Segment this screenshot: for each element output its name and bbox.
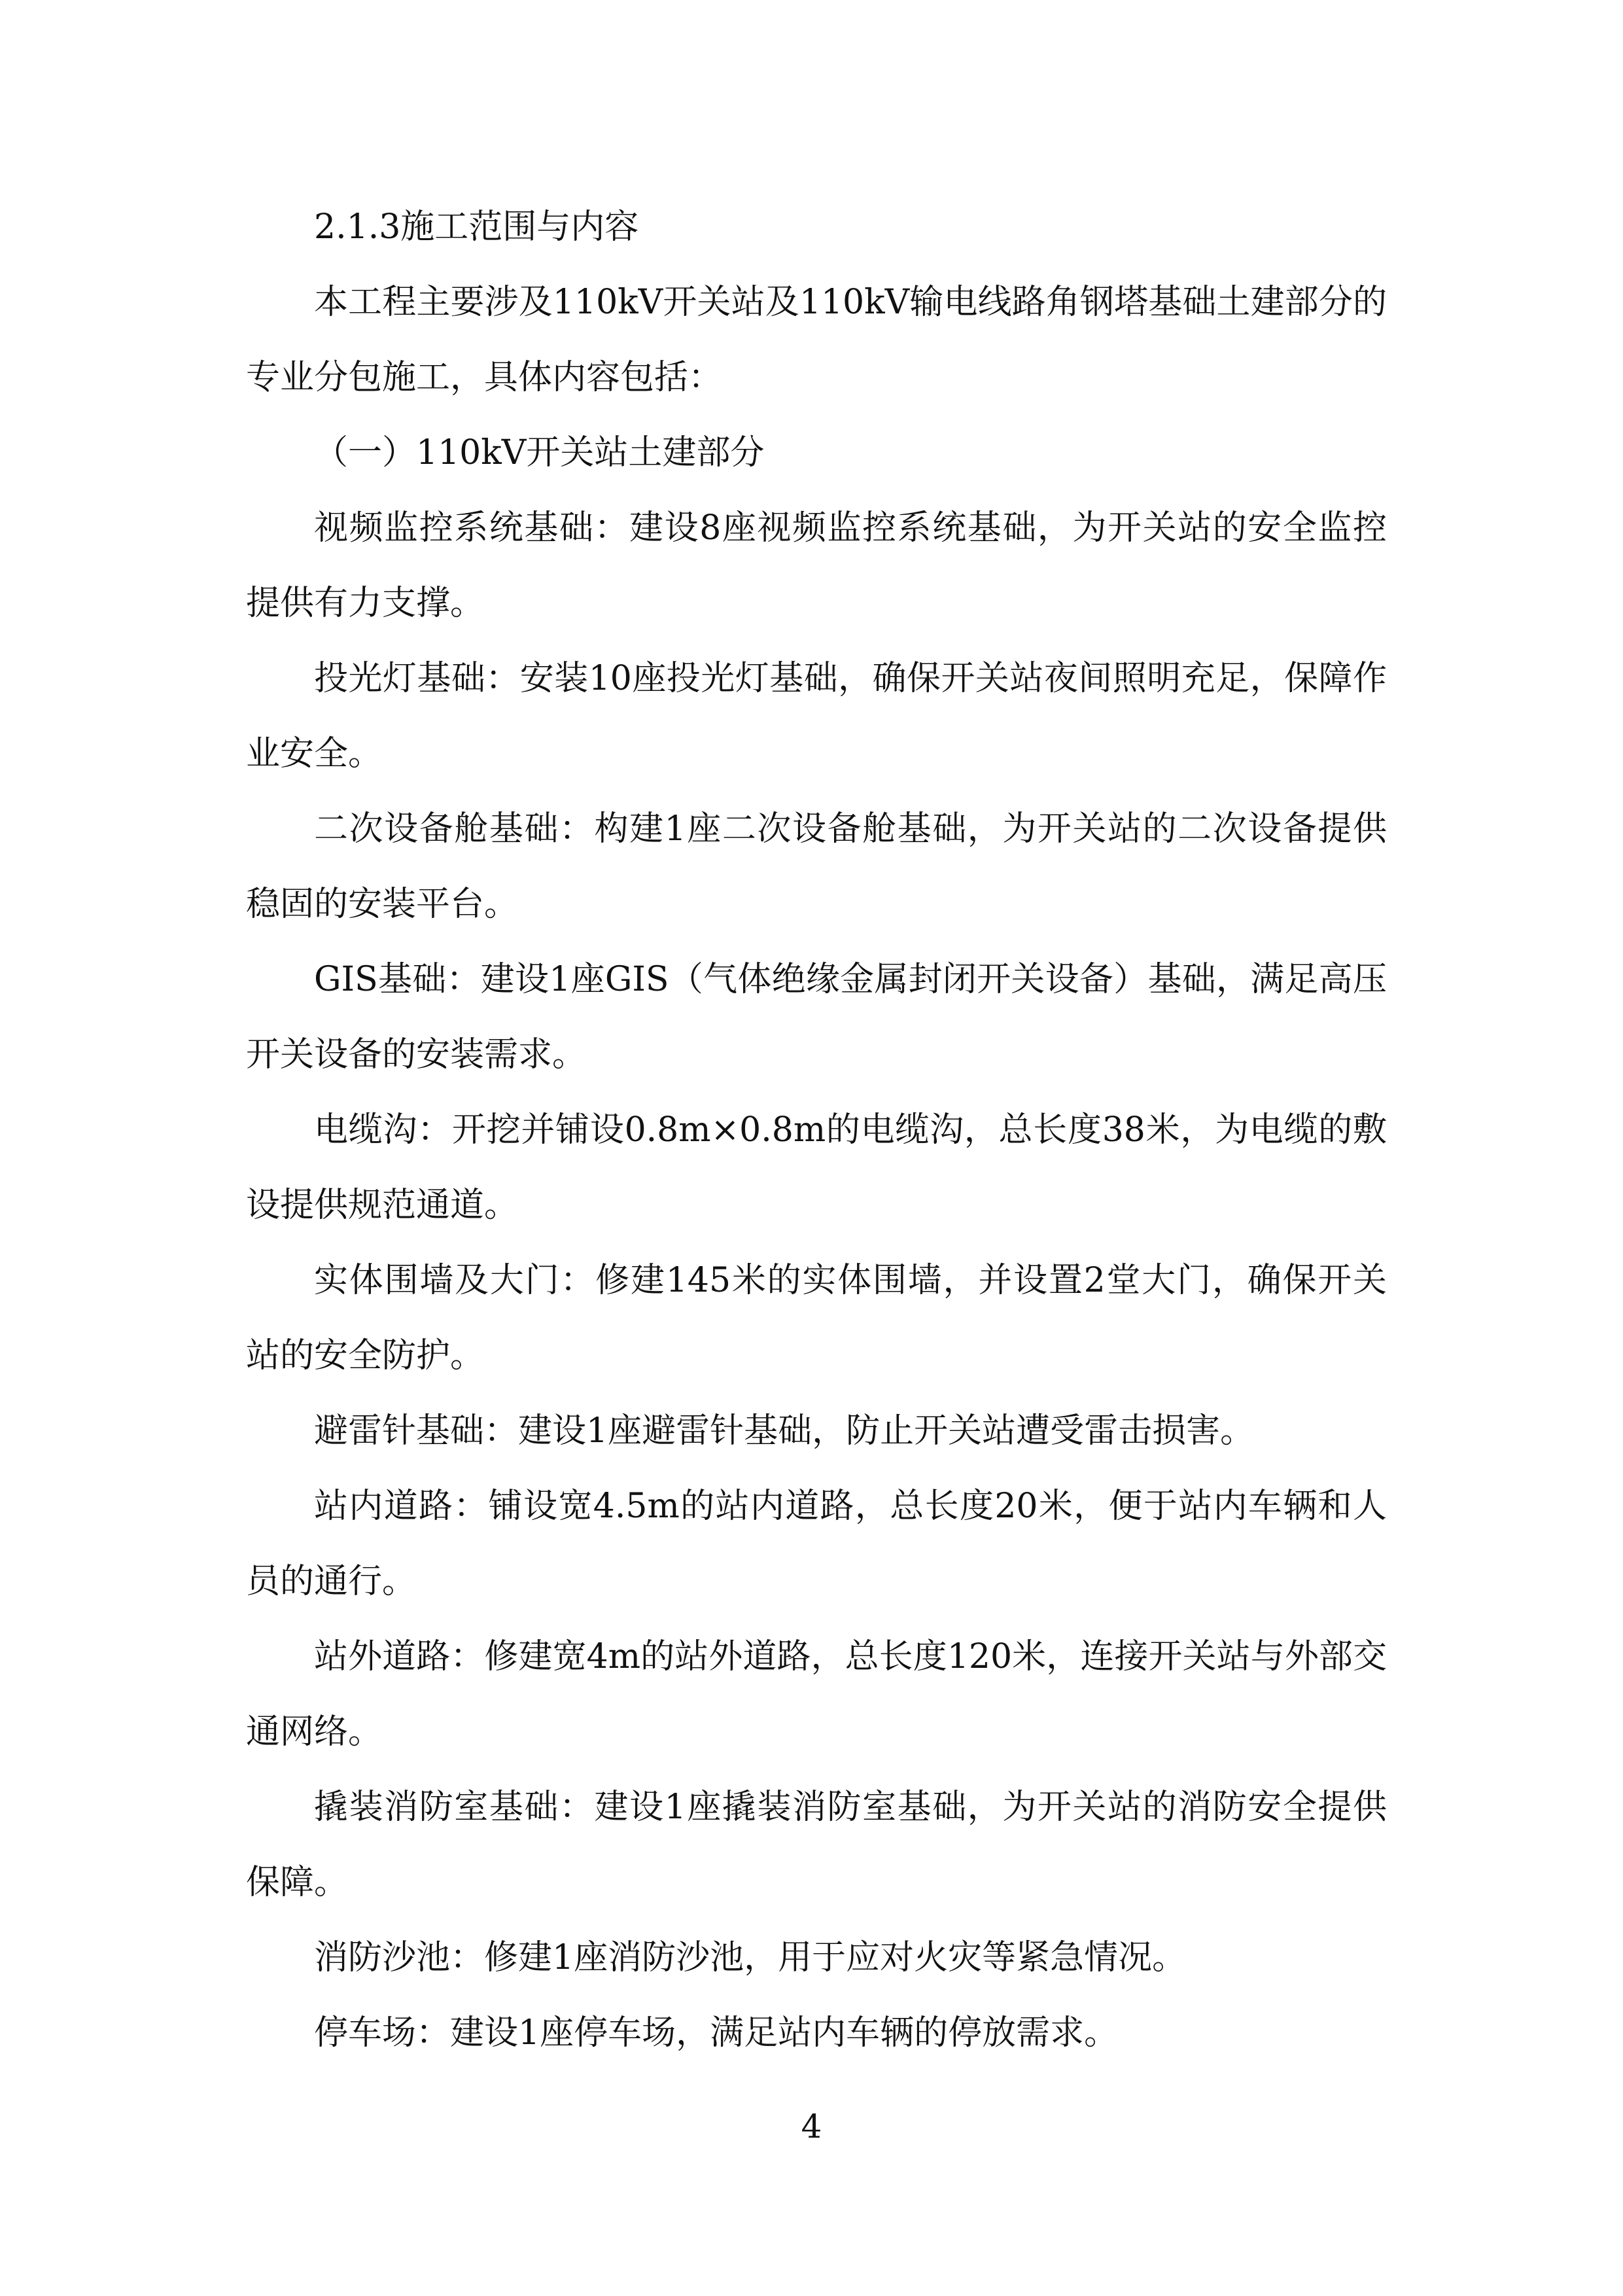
item-cable-trench: 电缆沟：开挖并铺设0.8m×0.8m的电缆沟，总长度38米，为电缆的敷设提供规范通道。 [246,1110,1387,1225]
section-heading: 2.1.3施工范围与内容 [314,207,639,247]
item-video-monitoring: 视频监控系统基础：建设8座视频监控系统基础，为开关站的安全监控提供有力支撑。 [246,508,1387,623]
page-number: 4 [801,2108,822,2146]
item-secondary-equipment: 二次设备舱基础：构建1座二次设备舱基础，为开关站的二次设备提供稳固的安装平台。 [246,809,1387,924]
item-fire-room: 撬装消防室基础：建设1座撬装消防室基础，为开关站的消防安全提供保障。 [246,1788,1387,1902]
item-wall-gate: 实体围墙及大门：修建145米的实体围墙，并设置2堂大门，确保开关站的安全防护。 [246,1261,1387,1375]
item-lightning-rod: 避雷针基础：建设1座避雷针基础，防止开关站遭受雷击损害。 [314,1411,1255,1451]
item-internal-road: 站内道路：铺设宽4.5m的站内道路，总长度20米，便于站内车辆和人员的通行。 [246,1487,1387,1601]
item-external-road: 站外道路：修建宽4m的站外道路，总长度120米，连接开关站与外部交通网络。 [246,1637,1387,1752]
page-body [246,190,1387,2071]
item-gis-foundation: GIS基础：建设1座GIS（气体绝缘金属封闭开关设备）基础，满足高压开关设备的安装需求。 [246,960,1387,1074]
item-parking: 停车场：建设1座停车场，满足站内车辆的停放需求。 [314,2013,1119,2053]
item-fire-sand-pool: 消防沙池：修建1座消防沙池，用于应对火灾等紧急情况。 [314,1938,1187,1977]
subsection-heading: （一）110kV开关站土建部分 [314,433,765,472]
item-floodlight: 投光灯基础：安装10座投光灯基础，确保开关站夜间照明充足，保障作业安全。 [246,659,1387,773]
intro-paragraph: 本工程主要涉及110kV开关站及110kV输电线路角钢塔基础土建部分的专业分包施工，具体内容包括： [246,283,1387,397]
